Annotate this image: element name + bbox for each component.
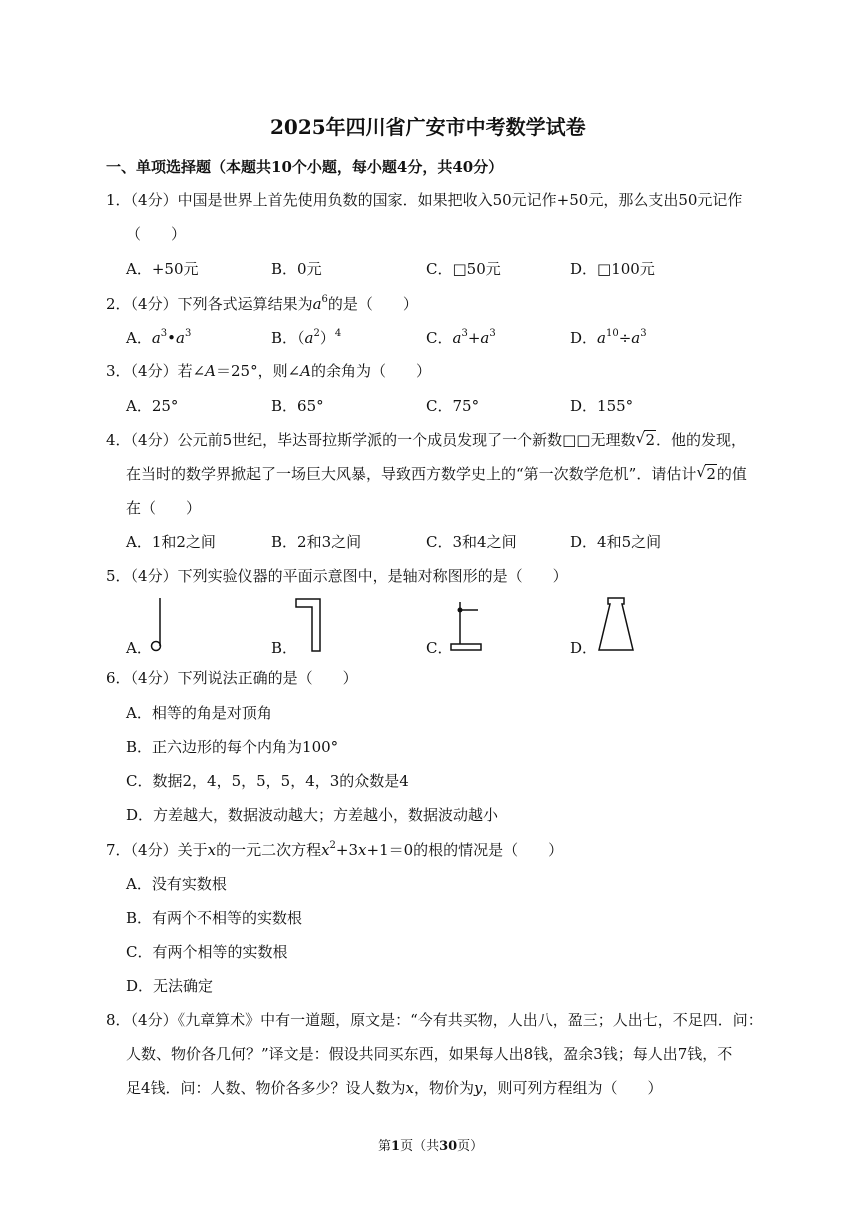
q1-option-a: A．+50元 <box>126 260 199 278</box>
q3-option-c: C．75° <box>426 397 480 415</box>
q5-option-c-label: C． <box>426 639 453 657</box>
q3-option-b: B．65° <box>271 397 324 415</box>
q2-option-d: D．$a^{10}\div a^3$ <box>570 328 647 347</box>
question-1-blank: （ ） <box>126 225 187 243</box>
question-4-line-1: 4．（4分）公元前5世纪，毕达哥拉斯学派的一个成员发现了一个新数□□无理数 √ 2．他的发现， <box>106 429 747 449</box>
question-4-line-3: 在（ ） <box>126 499 202 517</box>
question-8-line-2: 人数、物价各几何？”译文是：假设共同买东西，如果每人出8钱，盈余3钱；每人出7钱，不 <box>126 1045 733 1063</box>
question-8-line-3: 足4钱．问：人数、物价各多少？设人数为x，物价为y，则可列方程组为（ ） <box>126 1079 663 1097</box>
q7-option-b: B．有两个不相等的实数根 <box>126 909 303 927</box>
q2-option-c: C．$a^3+a^3$ <box>426 328 496 347</box>
q1-option-b: B．0元 <box>271 260 322 278</box>
q1-option-d: D．□100元 <box>570 260 655 278</box>
question-4-line-2: 在当时的数学界掀起了一场巨大风暴，导致西方数学史上的“第一次数学危机”．请估计 √ 2的值 <box>126 463 747 483</box>
q5-option-d-label: D． <box>570 639 598 657</box>
instrument-d-figure <box>596 596 636 654</box>
q5-option-b-label: B． <box>271 639 298 657</box>
q5-option-a-label: A． <box>126 639 152 657</box>
q3-option-a: A．25° <box>126 397 179 415</box>
q4-option-d: D．4和5之间 <box>570 533 662 551</box>
instrument-c-figure <box>448 600 484 654</box>
instrument-a-figure <box>146 596 168 654</box>
q7-option-d: D．无法确定 <box>126 977 214 995</box>
instrument-b-figure <box>294 597 324 655</box>
q2-option-a: A．$a^3•a^3$ <box>126 328 192 347</box>
question-7-stem: 7．（4分）关于x的一元二次方程$x^2+3x+1=0$的根的情况是（ ） <box>106 840 564 859</box>
question-1-stem: 1．（4分）中国是世界上首先使用负数的国家．如果把收入50元记作+50元，那么支出50元记作 <box>106 191 743 209</box>
q6-option-c: C．数据2，4，5，5，5，4，3的众数是4 <box>126 772 409 790</box>
q4-option-c: C．3和4之间 <box>426 533 517 551</box>
q1-option-c: C．□50元 <box>426 260 501 278</box>
question-6-stem: 6．（4分）下列说法正确的是（ ） <box>106 669 358 687</box>
q4-option-a: A．1和2之间 <box>126 533 216 551</box>
q6-option-b: B．正六边形的每个内角为100° <box>126 738 339 756</box>
q6-option-d: D．方差越大，数据波动越大；方差越小，数据波动越小 <box>126 806 499 824</box>
section-heading: 一、单项选择题（本题共10个小题，每小题4分，共40分） <box>106 158 504 176</box>
q3-option-d: D．155° <box>570 397 634 415</box>
question-5-stem: 5．（4分）下列实验仪器的平面示意图中，是轴对称图形的是（ ） <box>106 567 568 585</box>
q2-option-b: B．$(a^2)^4$ <box>271 328 342 347</box>
page-title: 2025年四川省广安市中考数学试卷 <box>270 115 586 139</box>
sqrt-2-expression: √ 2 <box>635 429 656 449</box>
page-footer: 第1页（共30页） <box>378 1139 484 1154</box>
q7-option-c: C．有两个相等的实数根 <box>126 943 288 961</box>
sqrt-2-expression: √ 2 <box>696 463 716 483</box>
question-8-line-1: 8．（4分）《九章算术》中有一道题，原文是：“今有共买物，人出八，盈三；人出七，不足四．问： <box>106 1011 763 1029</box>
q6-option-a: A．相等的角是对顶角 <box>126 704 272 722</box>
q7-option-a: A．没有实数根 <box>126 875 227 893</box>
question-2-stem: 2．（4分）下列各式运算结果为$a^6$的是（ ） <box>106 294 418 313</box>
question-3-stem: 3．（4分）若∠A＝25°，则∠A的余角为（ ） <box>106 362 432 380</box>
q4-option-b: B．2和3之间 <box>271 533 362 551</box>
